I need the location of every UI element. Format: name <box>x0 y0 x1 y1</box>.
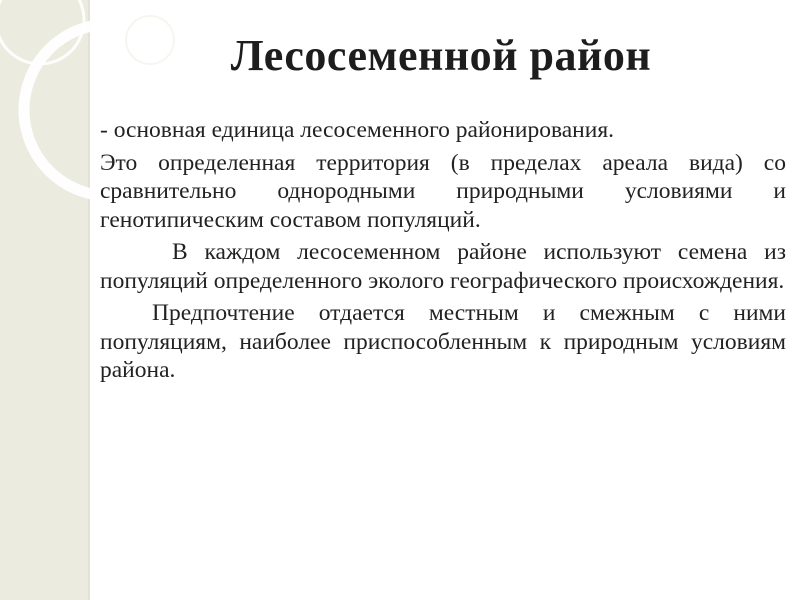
preference-paragraph: Предпочтение отдается местным и смежным с ними популяциям, наиболее приспособленным к природным условиям района. <box>100 300 786 383</box>
slide-body <box>100 116 786 389</box>
territory-paragraph: Это определенная территория (в пределах ареала вида) со сравнительно однородными природными условиями и генотипическим составом популяций. <box>100 149 786 233</box>
seeds-paragraph: В каждом лесосеменном районе используют семена из популяций определенного эколого географического происхождения. <box>100 239 786 294</box>
slide-title: Лесосеменной район <box>230 31 652 80</box>
definition-paragraph: - основная единица лесосеменного районирования. <box>100 117 615 143</box>
